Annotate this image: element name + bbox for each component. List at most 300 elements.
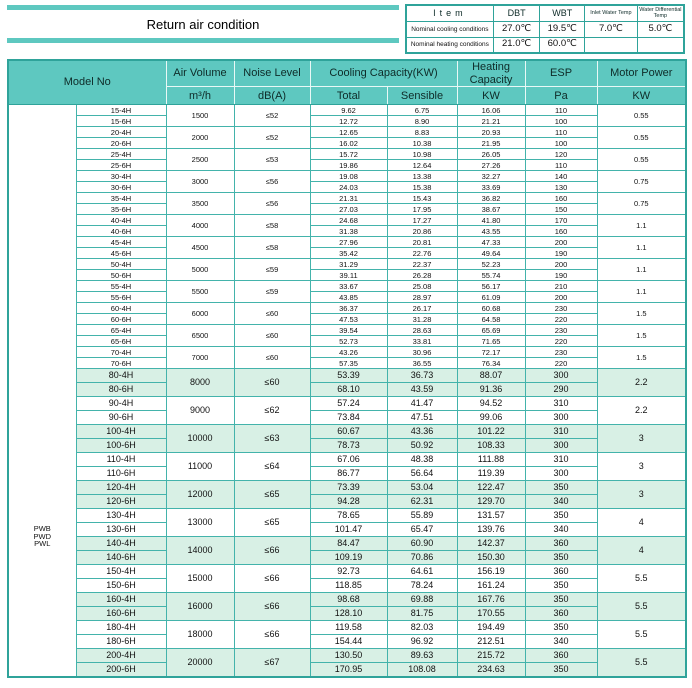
header-heating-unit: KW — [457, 87, 525, 105]
cooling-sensible-cell: 69.88 — [387, 593, 457, 607]
cooling-total-cell: 27.96 — [310, 237, 387, 248]
model-no-cell: 25-4H — [76, 149, 166, 160]
model-no-cell: 200-4H — [76, 649, 166, 663]
table-row — [8, 383, 686, 397]
cooling-sensible-cell: 108.08 — [387, 663, 457, 677]
model-no-cell: 90-4H — [76, 397, 166, 411]
air-volume-cell: 15000 — [166, 565, 234, 593]
table-row — [8, 439, 686, 453]
heating-capacity-cell: 27.26 — [457, 160, 525, 171]
heating-capacity-cell: 167.76 — [457, 593, 525, 607]
esp-cell: 360 — [525, 565, 597, 579]
esp-cell: 350 — [525, 663, 597, 677]
model-no-cell: 90-6H — [76, 411, 166, 425]
table-row — [8, 336, 686, 347]
cooling-sensible-cell: 31.28 — [387, 314, 457, 325]
heating-capacity-cell: 21.95 — [457, 138, 525, 149]
noise-level-cell: ≤58 — [234, 215, 310, 237]
esp-cell: 360 — [525, 607, 597, 621]
heating-capacity-cell: 194.49 — [457, 621, 525, 635]
noise-level-cell: ≤56 — [234, 193, 310, 215]
motor-power-cell: 3 — [597, 453, 686, 481]
heating-capacity-cell: 122.47 — [457, 481, 525, 495]
model-no-cell: 15-4H — [76, 105, 166, 116]
cooling-sensible-cell: 28.63 — [387, 325, 457, 336]
heating-capacity-cell: 65.69 — [457, 325, 525, 336]
esp-cell: 120 — [525, 149, 597, 160]
cooling-sensible-cell: 60.90 — [387, 537, 457, 551]
cooling-total-cell: 68.10 — [310, 383, 387, 397]
heating-capacity-cell: 161.24 — [457, 579, 525, 593]
air-volume-cell: 1500 — [166, 105, 234, 127]
heating-capacity-cell: 170.55 — [457, 607, 525, 621]
table-row — [8, 537, 686, 551]
model-no-cell: 40-4H — [76, 215, 166, 226]
heating-capacity-cell: 56.17 — [457, 281, 525, 292]
cond-header-wbt: WBT — [540, 5, 585, 21]
air-volume-cell: 2500 — [166, 149, 234, 171]
heating-capacity-cell: 36.82 — [457, 193, 525, 204]
heating-capacity-cell: 212.51 — [457, 635, 525, 649]
esp-cell: 230 — [525, 325, 597, 336]
cooling-total-cell: 52.73 — [310, 336, 387, 347]
cooling-total-cell: 78.73 — [310, 439, 387, 453]
cooling-total-cell: 154.44 — [310, 635, 387, 649]
heating-capacity-cell: 20.93 — [457, 127, 525, 138]
model-no-cell: 80-4H — [76, 369, 166, 383]
cooling-sensible-cell: 25.08 — [387, 281, 457, 292]
esp-cell: 140 — [525, 171, 597, 182]
table-row — [8, 358, 686, 369]
cooling-sensible-cell: 26.17 — [387, 303, 457, 314]
cooling-sensible-cell: 47.51 — [387, 411, 457, 425]
heating-capacity-cell: 234.63 — [457, 663, 525, 677]
model-no-cell: 180-4H — [76, 621, 166, 635]
cooling-total-cell: 15.72 — [310, 149, 387, 160]
table-row — [8, 314, 686, 325]
cooling-total-cell: 35.42 — [310, 248, 387, 259]
heating-capacity-cell: 41.80 — [457, 215, 525, 226]
table-row — [8, 303, 686, 314]
cooling-sensible-cell: 10.38 — [387, 138, 457, 149]
cooling-sensible-cell: 28.97 — [387, 292, 457, 303]
model-no-cell: 45-4H — [76, 237, 166, 248]
air-volume-cell: 7000 — [166, 347, 234, 369]
model-no-cell: 140-6H — [76, 551, 166, 565]
noise-level-cell: ≤66 — [234, 537, 310, 565]
cooling-sensible-cell: 20.86 — [387, 226, 457, 237]
cooling-sensible-cell: 15.38 — [387, 182, 457, 193]
esp-cell: 300 — [525, 411, 597, 425]
model-series-cell — [8, 105, 76, 677]
heating-capacity-cell: 131.57 — [457, 509, 525, 523]
table-row — [8, 411, 686, 425]
heating-capacity-cell: 16.06 — [457, 105, 525, 116]
heating-capacity-cell: 215.72 — [457, 649, 525, 663]
cond-row-heating — [406, 37, 684, 53]
esp-cell: 350 — [525, 551, 597, 565]
cond-row-cooling — [406, 21, 684, 37]
cooling-sensible-cell: 6.75 — [387, 105, 457, 116]
cooling-sensible-cell: 33.81 — [387, 336, 457, 347]
model-no-cell: 40-6H — [76, 226, 166, 237]
heating-capacity-cell: 156.19 — [457, 565, 525, 579]
cooling-sensible-cell: 62.31 — [387, 495, 457, 509]
spec-header-row-1 — [8, 60, 686, 87]
cooling-sensible-cell: 30.96 — [387, 347, 457, 358]
cooling-sensible-cell: 17.95 — [387, 204, 457, 215]
model-no-cell: 15-6H — [76, 116, 166, 127]
heating-capacity-cell: 47.33 — [457, 237, 525, 248]
header-model-no: Model No — [8, 60, 166, 105]
cooling-sensible-cell: 15.43 — [387, 193, 457, 204]
header-motor-unit: KW — [597, 87, 686, 105]
nominal-conditions-table — [405, 4, 685, 54]
model-no-cell: 35-4H — [76, 193, 166, 204]
model-no-cell: 150-4H — [76, 565, 166, 579]
cooling-sensible-cell: 17.27 — [387, 215, 457, 226]
table-row — [8, 509, 686, 523]
motor-power-cell: 1.5 — [597, 347, 686, 369]
esp-cell: 310 — [525, 453, 597, 467]
heating-capacity-cell: 129.70 — [457, 495, 525, 509]
table-row — [8, 248, 686, 259]
heating-capacity-cell: 38.67 — [457, 204, 525, 215]
heating-capacity-cell: 71.65 — [457, 336, 525, 347]
esp-cell: 360 — [525, 649, 597, 663]
table-row — [8, 138, 686, 149]
cooling-total-cell: 73.84 — [310, 411, 387, 425]
air-volume-cell: 12000 — [166, 481, 234, 509]
cooling-total-cell: 118.85 — [310, 579, 387, 593]
cond-header-water-differential-temp: Water Differential Temp — [637, 5, 684, 21]
cooling-sensible-cell: 65.47 — [387, 523, 457, 537]
cooling-total-cell: 78.65 — [310, 509, 387, 523]
table-row — [8, 193, 686, 204]
model-no-cell: 55-4H — [76, 281, 166, 292]
noise-level-cell: ≤60 — [234, 325, 310, 347]
cooling-total-cell: 119.58 — [310, 621, 387, 635]
motor-power-cell: 5.5 — [597, 593, 686, 621]
cooling-total-cell: 12.65 — [310, 127, 387, 138]
motor-power-cell: 3 — [597, 425, 686, 453]
header-cooling-sensible: Sensible — [387, 87, 457, 105]
air-volume-cell: 16000 — [166, 593, 234, 621]
model-no-cell: 140-4H — [76, 537, 166, 551]
cooling-sensible-cell: 89.63 — [387, 649, 457, 663]
esp-cell: 230 — [525, 303, 597, 314]
air-volume-cell: 3500 — [166, 193, 234, 215]
heating-capacity-cell: 21.21 — [457, 116, 525, 127]
table-row — [8, 325, 686, 336]
motor-power-cell: 1.1 — [597, 259, 686, 281]
model-no-cell: 20-4H — [76, 127, 166, 138]
noise-level-cell: ≤59 — [234, 259, 310, 281]
cond-heating-wbt: 60.0℃ — [540, 37, 585, 53]
noise-level-cell: ≤53 — [234, 149, 310, 171]
esp-cell: 110 — [525, 127, 597, 138]
cond-heating-inlet-water-temp — [585, 37, 638, 53]
cooling-total-cell: 109.19 — [310, 551, 387, 565]
table-row — [8, 481, 686, 495]
noise-level-cell: ≤66 — [234, 565, 310, 593]
motor-power-cell: 5.5 — [597, 621, 686, 649]
cooling-total-cell: 43.85 — [310, 292, 387, 303]
header-noise-unit: dB(A) — [234, 87, 310, 105]
motor-power-cell: 4 — [597, 509, 686, 537]
heating-capacity-cell: 49.64 — [457, 248, 525, 259]
table-row — [8, 237, 686, 248]
model-no-cell: 120-6H — [76, 495, 166, 509]
cooling-sensible-cell: 64.61 — [387, 565, 457, 579]
cooling-total-cell: 94.28 — [310, 495, 387, 509]
cooling-sensible-cell: 8.83 — [387, 127, 457, 138]
cooling-sensible-cell: 12.64 — [387, 160, 457, 171]
cooling-sensible-cell: 26.28 — [387, 270, 457, 281]
esp-cell: 110 — [525, 160, 597, 171]
cond-header-inlet-water-temp: Inlet Water Temp — [585, 5, 638, 21]
air-volume-cell: 2000 — [166, 127, 234, 149]
cooling-sensible-cell: 36.55 — [387, 358, 457, 369]
model-no-cell: 70-4H — [76, 347, 166, 358]
motor-power-cell: 4 — [597, 537, 686, 565]
motor-power-cell: 1.1 — [597, 281, 686, 303]
heating-capacity-cell: 88.07 — [457, 369, 525, 383]
cooling-total-cell: 16.02 — [310, 138, 387, 149]
table-row — [8, 215, 686, 226]
cooling-sensible-cell: 82.03 — [387, 621, 457, 635]
cooling-total-cell: 130.50 — [310, 649, 387, 663]
noise-level-cell: ≤65 — [234, 509, 310, 537]
header-cooling-total: Total — [310, 87, 387, 105]
heating-capacity-cell: 61.09 — [457, 292, 525, 303]
table-row — [8, 292, 686, 303]
table-row — [8, 182, 686, 193]
heating-capacity-cell: 55.74 — [457, 270, 525, 281]
model-no-cell: 100-6H — [76, 439, 166, 453]
motor-power-cell: 0.75 — [597, 193, 686, 215]
model-no-cell: 60-4H — [76, 303, 166, 314]
esp-cell: 190 — [525, 248, 597, 259]
esp-cell: 100 — [525, 138, 597, 149]
air-volume-cell: 5500 — [166, 281, 234, 303]
table-row — [8, 565, 686, 579]
model-no-cell: 30-6H — [76, 182, 166, 193]
cooling-total-cell: 24.68 — [310, 215, 387, 226]
model-no-cell: 55-6H — [76, 292, 166, 303]
esp-cell: 350 — [525, 621, 597, 635]
model-no-cell: 180-6H — [76, 635, 166, 649]
cooling-total-cell: 21.31 — [310, 193, 387, 204]
motor-power-cell: 3 — [597, 481, 686, 509]
air-volume-cell: 4000 — [166, 215, 234, 237]
cooling-sensible-cell: 13.38 — [387, 171, 457, 182]
title-block — [7, 3, 399, 43]
model-no-cell: 70-6H — [76, 358, 166, 369]
header-air-volume-unit: m³/h — [166, 87, 234, 105]
motor-power-cell: 1.1 — [597, 215, 686, 237]
motor-power-cell: 0.55 — [597, 127, 686, 149]
esp-cell: 110 — [525, 105, 597, 116]
table-row — [8, 621, 686, 635]
cooling-sensible-cell: 70.86 — [387, 551, 457, 565]
cond-cooling-dbt: 27.0℃ — [493, 21, 540, 37]
esp-cell: 300 — [525, 439, 597, 453]
cond-header-row — [406, 5, 684, 21]
air-volume-cell: 3000 — [166, 171, 234, 193]
model-no-cell: 35-6H — [76, 204, 166, 215]
motor-power-cell: 2.2 — [597, 397, 686, 425]
cooling-total-cell: 86.77 — [310, 467, 387, 481]
table-row — [8, 579, 686, 593]
table-row — [8, 523, 686, 537]
model-no-cell: 45-6H — [76, 248, 166, 259]
cooling-total-cell: 43.26 — [310, 347, 387, 358]
esp-cell: 220 — [525, 314, 597, 325]
heating-capacity-cell: 142.37 — [457, 537, 525, 551]
cooling-sensible-cell: 36.73 — [387, 369, 457, 383]
cooling-sensible-cell: 41.47 — [387, 397, 457, 411]
cooling-total-cell: 27.03 — [310, 204, 387, 215]
cooling-sensible-cell: 56.64 — [387, 467, 457, 481]
header-heating-capacity: Heating Capacity — [457, 60, 525, 87]
model-no-cell: 50-4H — [76, 259, 166, 270]
table-row — [8, 204, 686, 215]
heating-capacity-cell: 139.76 — [457, 523, 525, 537]
cooling-sensible-cell: 53.04 — [387, 481, 457, 495]
heating-capacity-cell: 111.88 — [457, 453, 525, 467]
heating-capacity-cell: 94.52 — [457, 397, 525, 411]
table-row — [8, 160, 686, 171]
cooling-total-cell: 73.39 — [310, 481, 387, 495]
table-row — [8, 226, 686, 237]
esp-cell: 150 — [525, 204, 597, 215]
air-volume-cell: 4500 — [166, 237, 234, 259]
motor-power-cell: 5.5 — [597, 565, 686, 593]
model-no-cell: 30-4H — [76, 171, 166, 182]
air-volume-cell: 14000 — [166, 537, 234, 565]
model-series-label: PWB — [33, 524, 51, 534]
cooling-sensible-cell: 43.36 — [387, 425, 457, 439]
esp-cell: 160 — [525, 193, 597, 204]
cooling-total-cell: 101.47 — [310, 523, 387, 537]
cooling-total-cell: 24.03 — [310, 182, 387, 193]
heating-capacity-cell: 72.17 — [457, 347, 525, 358]
heating-capacity-cell: 33.69 — [457, 182, 525, 193]
noise-level-cell: ≤59 — [234, 281, 310, 303]
model-no-cell: 50-6H — [76, 270, 166, 281]
heating-capacity-cell: 64.58 — [457, 314, 525, 325]
noise-level-cell: ≤60 — [234, 347, 310, 369]
header-esp-unit: Pa — [525, 87, 597, 105]
header-air-volume: Air Volume — [166, 60, 234, 87]
cond-cooling-inlet-water-temp: 7.0℃ — [585, 21, 638, 37]
header-noise-level: Noise Level — [234, 60, 310, 87]
title-stripe-bottom — [7, 38, 399, 43]
esp-cell: 290 — [525, 383, 597, 397]
model-no-cell: 65-4H — [76, 325, 166, 336]
table-row — [8, 663, 686, 677]
esp-cell: 350 — [525, 481, 597, 495]
heating-capacity-cell: 108.33 — [457, 439, 525, 453]
cooling-total-cell: 98.68 — [310, 593, 387, 607]
esp-cell: 350 — [525, 593, 597, 607]
heating-capacity-cell: 26.05 — [457, 149, 525, 160]
table-row — [8, 593, 686, 607]
cooling-total-cell: 92.73 — [310, 565, 387, 579]
cooling-total-cell: 57.24 — [310, 397, 387, 411]
esp-cell: 220 — [525, 358, 597, 369]
noise-level-cell: ≤67 — [234, 649, 310, 677]
esp-cell: 360 — [525, 537, 597, 551]
cooling-total-cell: 67.06 — [310, 453, 387, 467]
model-no-cell: 130-6H — [76, 523, 166, 537]
noise-level-cell: ≤66 — [234, 593, 310, 621]
heating-capacity-cell: 52.23 — [457, 259, 525, 270]
cooling-sensible-cell: 78.24 — [387, 579, 457, 593]
esp-cell: 310 — [525, 397, 597, 411]
cond-header-dbt: DBT — [493, 5, 540, 21]
cooling-sensible-cell: 22.37 — [387, 259, 457, 270]
cooling-total-cell: 53.39 — [310, 369, 387, 383]
esp-cell: 100 — [525, 116, 597, 127]
esp-cell: 200 — [525, 292, 597, 303]
air-volume-cell: 11000 — [166, 453, 234, 481]
motor-power-cell: 1.5 — [597, 303, 686, 325]
heating-capacity-cell: 150.30 — [457, 551, 525, 565]
table-row — [8, 495, 686, 509]
table-row — [8, 649, 686, 663]
table-row — [8, 635, 686, 649]
esp-cell: 350 — [525, 579, 597, 593]
model-no-cell: 110-4H — [76, 453, 166, 467]
motor-power-cell: 2.2 — [597, 369, 686, 397]
air-volume-cell: 5000 — [166, 259, 234, 281]
noise-level-cell: ≤60 — [234, 303, 310, 325]
model-no-cell: 160-4H — [76, 593, 166, 607]
noise-level-cell: ≤58 — [234, 237, 310, 259]
noise-level-cell: ≤64 — [234, 453, 310, 481]
model-no-cell: 120-4H — [76, 481, 166, 495]
noise-level-cell: ≤65 — [234, 481, 310, 509]
noise-level-cell: ≤52 — [234, 105, 310, 127]
heating-capacity-cell: 60.68 — [457, 303, 525, 314]
cooling-total-cell: 39.11 — [310, 270, 387, 281]
table-row — [8, 270, 686, 281]
noise-level-cell: ≤62 — [234, 397, 310, 425]
esp-cell: 300 — [525, 369, 597, 383]
noise-level-cell: ≤63 — [234, 425, 310, 453]
table-row — [8, 105, 686, 116]
esp-cell: 300 — [525, 467, 597, 481]
esp-cell: 200 — [525, 237, 597, 248]
table-row — [8, 425, 686, 439]
cooling-total-cell: 36.37 — [310, 303, 387, 314]
cooling-total-cell: 128.10 — [310, 607, 387, 621]
air-volume-cell: 18000 — [166, 621, 234, 649]
cooling-total-cell: 57.35 — [310, 358, 387, 369]
esp-cell: 340 — [525, 635, 597, 649]
model-no-cell: 65-6H — [76, 336, 166, 347]
esp-cell: 160 — [525, 226, 597, 237]
heating-capacity-cell: 91.36 — [457, 383, 525, 397]
esp-cell: 220 — [525, 336, 597, 347]
air-volume-cell: 10000 — [166, 425, 234, 453]
cond-cooling-wbt: 19.5℃ — [540, 21, 585, 37]
heating-capacity-cell: 43.55 — [457, 226, 525, 237]
page-title: Return air condition — [146, 17, 260, 32]
model-no-cell: 200-6H — [76, 663, 166, 677]
